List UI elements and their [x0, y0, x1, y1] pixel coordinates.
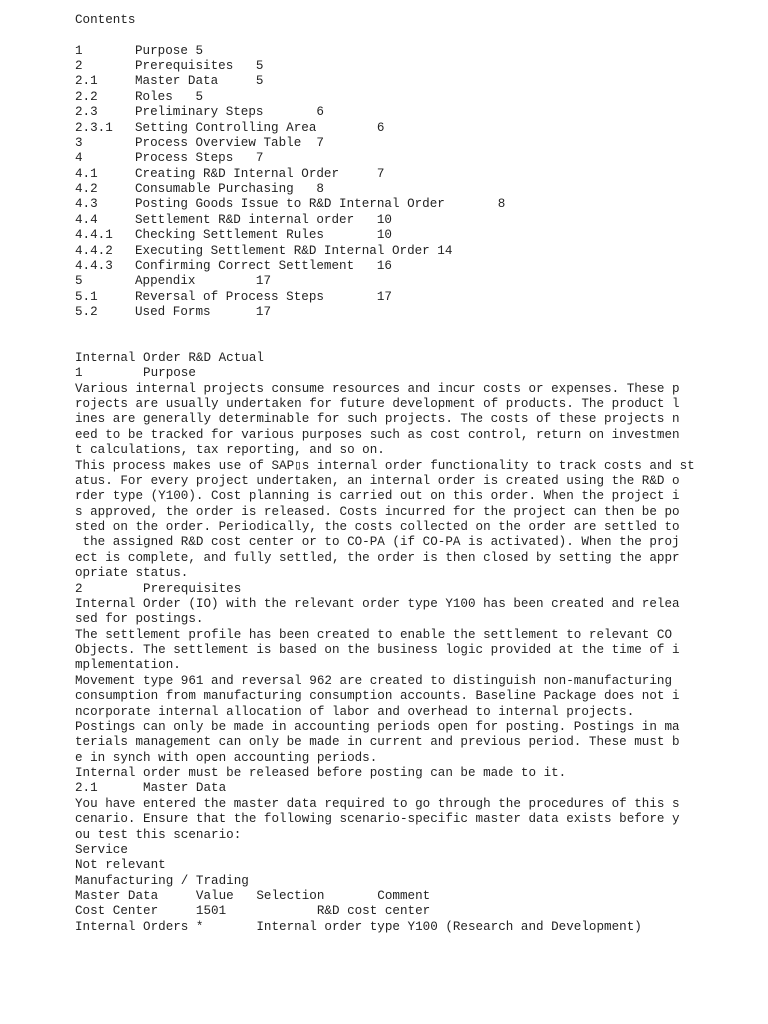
toc-number: 4.3 — [75, 197, 98, 211]
toc-number: 5 — [75, 274, 83, 288]
body-text-line: cenario. Ensure that the following scenario-specific master data exists before y — [75, 812, 680, 826]
body-text-line: e in synch with open accounting periods. — [75, 751, 378, 765]
toc-title: Process Steps 7 — [135, 151, 264, 165]
toc-number: 5.1 — [75, 290, 98, 304]
body-text-line: ncorporate internal allocation of labor and overhead to internal projects. — [75, 705, 635, 719]
body-text-line: terials management can only be made in current and previous period. These must b — [75, 735, 680, 749]
contents-heading: Contents — [75, 13, 136, 27]
body-text-line: sed for postings. — [75, 612, 204, 626]
toc-title: Process Overview Table 7 — [135, 136, 324, 150]
body-text-line: atus. For every project undertaken, an internal order is created using the R&D o — [75, 474, 680, 488]
table-row: Cost Center 1501 R&D cost center — [75, 904, 431, 918]
body-text-line: opriate status. — [75, 566, 189, 580]
body-text-line: Not relevant — [75, 858, 166, 872]
body-text-line: ou test this scenario: — [75, 828, 242, 842]
toc-title: Posting Goods Issue to R&D Internal Order 8 — [135, 197, 506, 211]
toc-number: 2 — [75, 59, 83, 73]
section-heading: 1 Purpose — [75, 366, 196, 380]
table-row: Internal Orders * Internal order type Y100 (Research and Development) — [75, 920, 642, 934]
body-text-line: rder type (Y100). Cost planning is carried out on this order. When the project i — [75, 489, 680, 503]
body-text-line: You have entered the master data required to go through the procedures of this s — [75, 797, 680, 811]
toc-title: Prerequisites 5 — [135, 59, 264, 73]
body-text-line: consumption from manufacturing consumption accounts. Baseline Package does not i — [75, 689, 680, 703]
body-text-line: rojects are usually undertaken for future development of products. The product l — [75, 397, 680, 411]
body-text-line: sted on the order. Periodically, the costs collected on the order are settled to — [75, 520, 680, 534]
toc-number: 4.4.1 — [75, 228, 113, 242]
body-text-line: Postings can only be made in accounting periods open for posting. Postings in ma — [75, 720, 680, 734]
toc-title: Checking Settlement Rules 10 — [135, 228, 392, 242]
toc-number: 2.2 — [75, 90, 98, 104]
toc-title: Reversal of Process Steps 17 — [135, 290, 392, 304]
body-text-line: Service — [75, 843, 128, 857]
body-text-line: ines are generally determinable for such projects. The costs of these projects n — [75, 412, 680, 426]
toc-number: 2.3.1 — [75, 121, 113, 135]
body-text-line: ect is complete, and fully settled, the order is then closed by setting the appr — [75, 551, 680, 565]
section-heading: 2.1 Master Data — [75, 781, 227, 795]
body-text-line: Objects. The settlement is based on the business logic provided at the time of i — [75, 643, 680, 657]
toc-number: 4.2 — [75, 182, 98, 196]
section-heading: 2 Prerequisites — [75, 582, 242, 596]
toc-title: Consumable Purchasing 8 — [135, 182, 324, 196]
toc-number: 5.2 — [75, 305, 98, 319]
toc-number: 4.1 — [75, 167, 98, 181]
toc-title: Appendix 17 — [135, 274, 272, 288]
body-text-line: t calculations, tax reporting, and so on. — [75, 443, 385, 457]
toc-title: Master Data 5 — [135, 74, 264, 88]
toc-title: Used Forms 17 — [135, 305, 272, 319]
toc-title: Purpose 5 — [135, 44, 204, 58]
toc-title: Preliminary Steps 6 — [135, 105, 324, 119]
body-text-line: s approved, the order is released. Costs incurred for the project can then be po — [75, 505, 680, 519]
toc-title: Confirming Correct Settlement 16 — [135, 259, 392, 273]
table-header-row: Master Data Value Selection Comment — [75, 889, 431, 903]
toc-number: 3 — [75, 136, 83, 150]
body-text-line: eed to be tracked for various purposes such as cost control, return on investmen — [75, 428, 680, 442]
toc-number: 1 — [75, 44, 83, 58]
body-text-line: Various internal projects consume resources and incur costs or expenses. These p — [75, 382, 680, 396]
body-text-line: Manufacturing / Trading — [75, 874, 249, 888]
toc-title: Settlement R&D internal order 10 — [135, 213, 392, 227]
body-text-line: This process makes use of SAP▯s internal order functionality to track costs and st — [75, 459, 695, 473]
toc-number: 4.4.2 — [75, 244, 113, 258]
toc-number: 2.3 — [75, 105, 98, 119]
body-text-line: Movement type 961 and reversal 962 are created to distinguish non-manufacturing — [75, 674, 673, 688]
body-text-line: the assigned R&D cost center or to CO-PA (if CO-PA is activated). When the proj — [75, 535, 680, 549]
toc-number: 4.4.3 — [75, 259, 113, 273]
body-text-line: Internal order must be released before posting can be made to it. — [75, 766, 567, 780]
toc-number: 4 — [75, 151, 83, 165]
body-text-line: mplementation. — [75, 658, 181, 672]
toc-title: Roles 5 — [135, 90, 204, 104]
toc-number: 2.1 — [75, 74, 98, 88]
toc-number: 4.4 — [75, 213, 98, 227]
body-text-line: The settlement profile has been created to enable the settlement to relevant CO — [75, 628, 673, 642]
document-title: Internal Order R&D Actual — [75, 351, 264, 365]
toc-title: Creating R&D Internal Order 7 — [135, 167, 385, 181]
toc-title: Executing Settlement R&D Internal Order 14 — [135, 244, 453, 258]
body-text-line: Internal Order (IO) with the relevant order type Y100 has been created and relea — [75, 597, 680, 611]
toc-title: Setting Controlling Area 6 — [135, 121, 385, 135]
